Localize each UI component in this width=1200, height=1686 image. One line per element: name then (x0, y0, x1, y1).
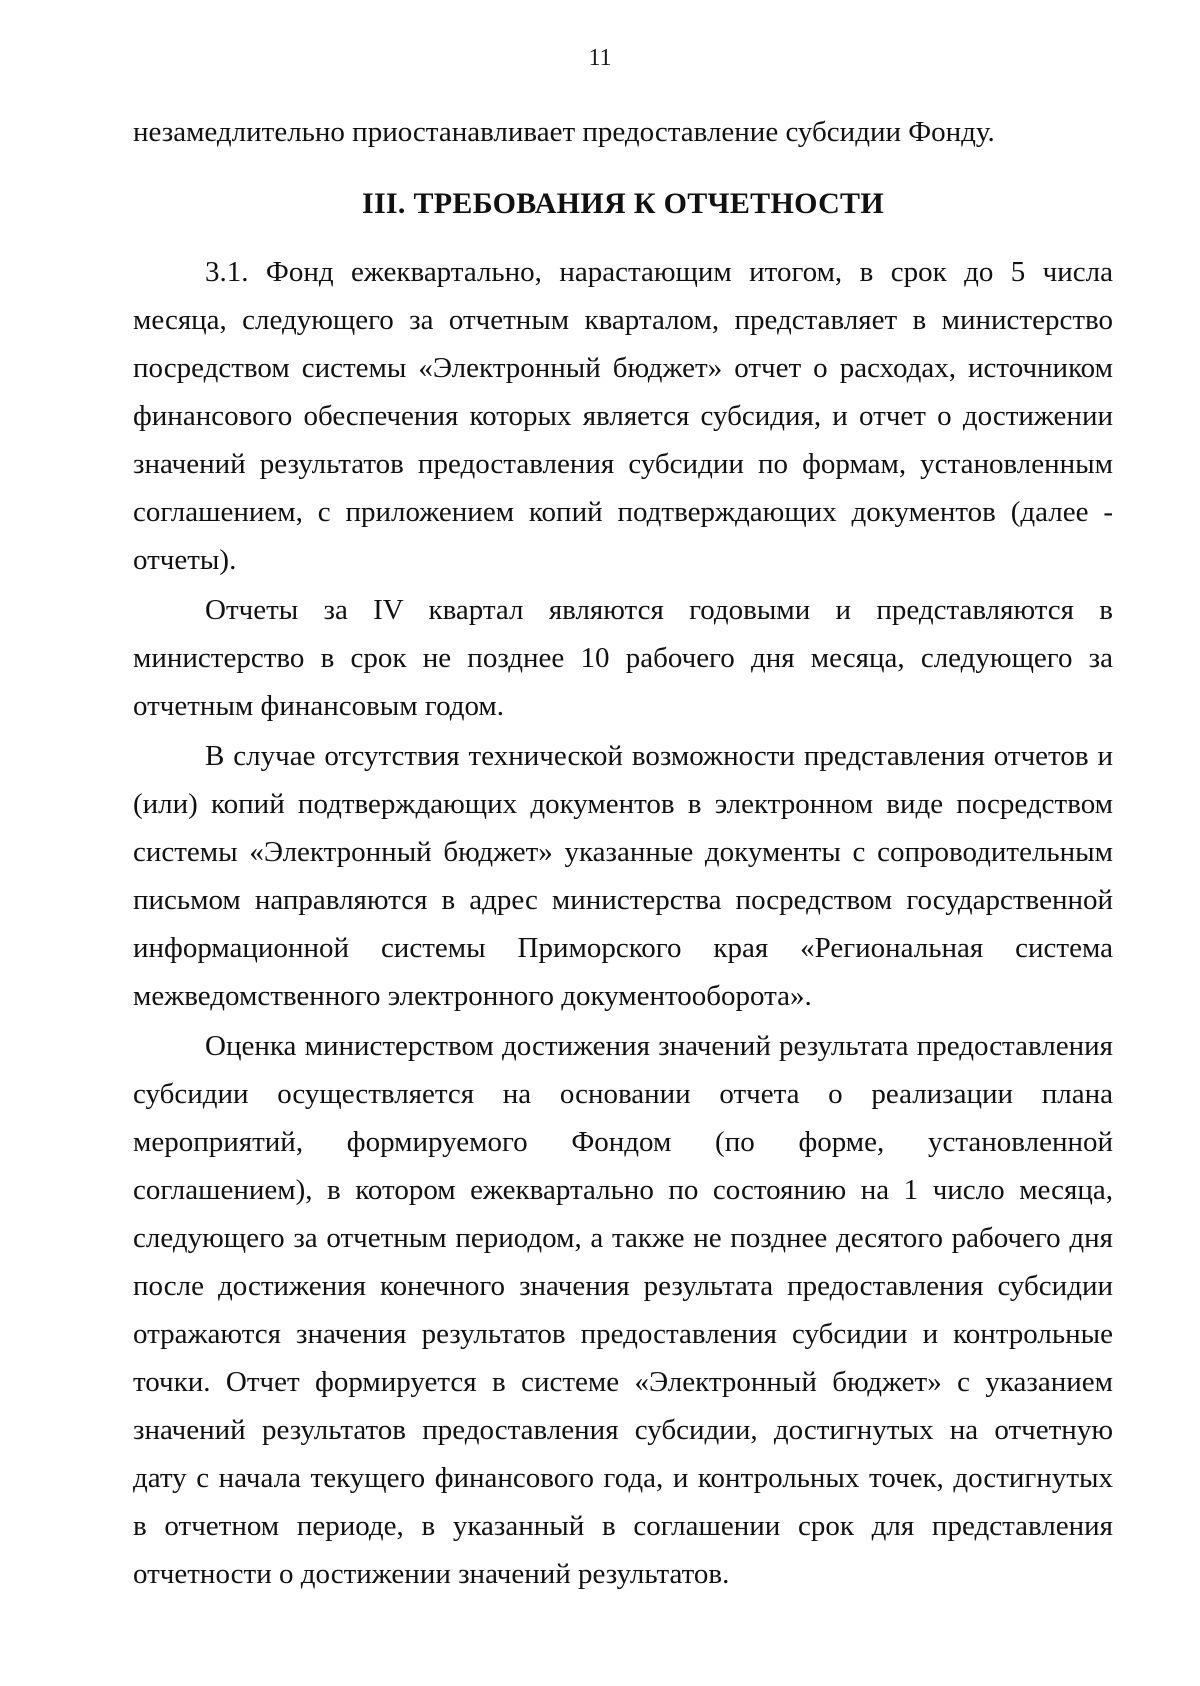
paragraph-annual-reports: Отчеты за IV квартал являются годовыми и представляются в министерство в срок не позднее 10 рабочего дня месяца, следующего за отчетным финансовым годом. (133, 594, 1113, 722)
paragraph-evaluation: Оценка министерством достижения значений результата предоставления субсидии осуществляется на основании отчета о реализации плана мероприятий, формируемого Фондом (по форме, установленной соглашением), в котором ежеквартально по состоянию на 1 число месяца, следующего за отчетным периодом, а также не позднее десятого рабочего дня после достижения конечного значения результата предоставления субсидии отражаются значения результатов предоставления субсидии и контрольные точки. Отчет формируется в системе «Электронный бюджет» с указанием значений результатов предоставления субсидии, достигнутых на отчетную дату с начала текущего финансового года, и контрольных точек, достигнутых в отчетном периоде, в указанный в соглашении срок для представления отчетности о достижении значений результатов. (133, 1030, 1113, 1590)
paragraph-technical-unavailability: В случае отсутствия технической возможности представления отчетов и (или) копий подтверждающих документов в электронном виде посредством системы «Электронный бюджет» указанные документы с сопроводительным письмом направляются в адрес министерства посредством государственной информационной системы Приморского края «Региональная система межведомственного электронного документооборота». (133, 740, 1113, 1012)
document-body (133, 108, 1113, 1600)
continuation-text: незамедлительно приостанавливает предоставление субсидии Фонду. (133, 116, 995, 148)
paragraph-3-1: 3.1. Фонд ежеквартально, нарастающим итогом, в срок до 5 числа месяца, следующего за отчетным кварталом, представляет в министерство посредством системы «Электронный бюджет» отчет о расходах, источником финансового обеспечения которых является субсидия, и отчет о достижении значений результатов предоставления субсидии по формам, установленным соглашением, с приложением копий подтверждающих документов (далее - отчеты). (133, 256, 1113, 576)
section-heading: III. ТРЕБОВАНИЯ К ОТЧЕТНОСТИ (361, 187, 885, 220)
page-number: 11 (588, 45, 612, 71)
